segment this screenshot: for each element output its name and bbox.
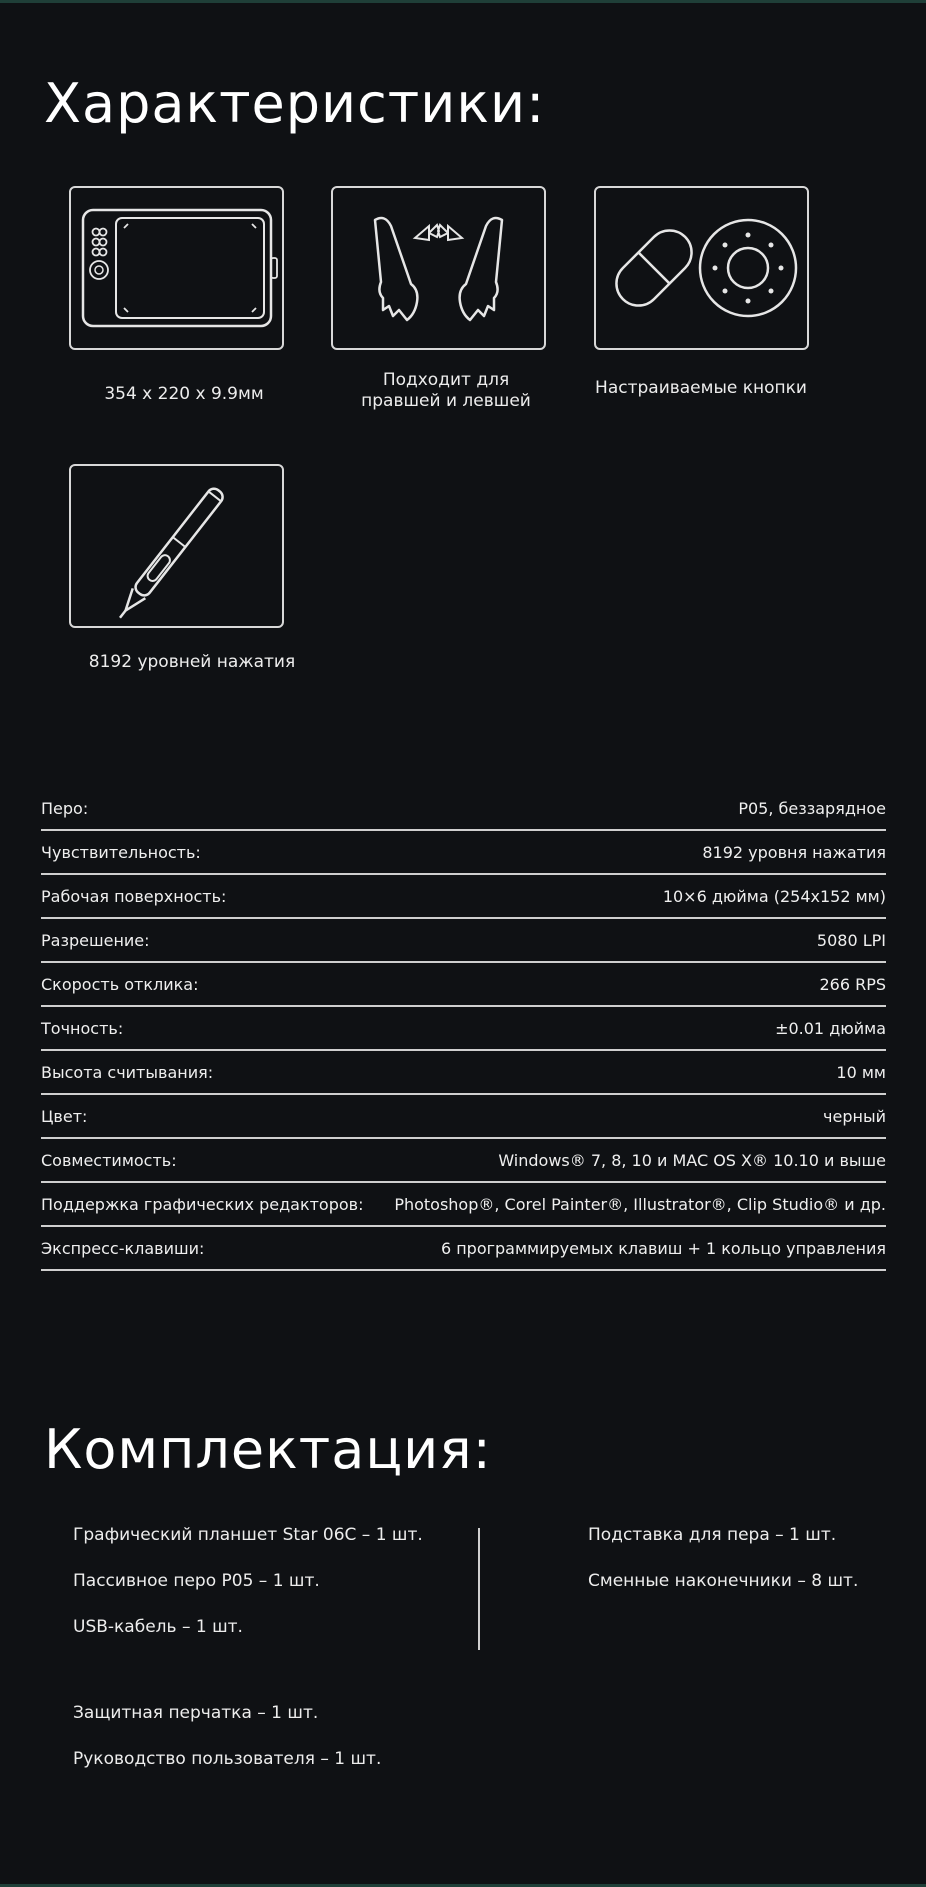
list-item: Графический планшет Star 06C – 1 шт. <box>73 1525 423 1545</box>
spec-row-pen <box>41 787 886 831</box>
hands-icon <box>333 188 544 348</box>
list-item: Подставка для пера – 1 шт. <box>588 1525 837 1545</box>
spec-label: Цвет: <box>41 1106 88 1126</box>
spec-label: Точность: <box>41 1018 124 1038</box>
spec-row-sensitivity <box>41 831 886 875</box>
spec-value: 10 мм <box>836 1062 886 1082</box>
list-item: Сменные наконечники – 8 шт. <box>588 1571 859 1591</box>
spec-value: Windows® 7, 8, 10 и MAC OS X® 10.10 и выше <box>498 1150 886 1170</box>
spec-value: 266 RPS <box>819 974 886 994</box>
spec-label: Разрешение: <box>41 930 150 950</box>
feature-caption-size: 354 x 220 x 9.9мм <box>104 384 264 404</box>
list-item: USB-кабель – 1 шт. <box>73 1617 243 1637</box>
spec-row-area <box>41 875 886 919</box>
list-item: Руководство пользователя – 1 шт. <box>73 1749 382 1769</box>
spec-row-accuracy <box>41 1007 886 1051</box>
kit-list-extra <box>73 1690 381 1782</box>
spec-label: Поддержка графических редакторов: <box>41 1194 364 1214</box>
spec-label: Перо: <box>41 798 89 818</box>
kit-list-left <box>73 1512 423 1650</box>
feature-card-hands <box>331 186 546 350</box>
spec-value: 6 программируемых клавиш + 1 кольцо управления <box>440 1238 886 1258</box>
specs-table <box>41 787 886 1271</box>
spec-row-rate <box>41 963 886 1007</box>
spec-label: Рабочая поверхность: <box>41 886 227 906</box>
spec-row-keys <box>41 1227 886 1271</box>
spec-row-editors <box>41 1183 886 1227</box>
list-item: Защитная перчатка – 1 шт. <box>73 1703 319 1723</box>
specs-title: Характеристики: <box>44 72 546 135</box>
kit-title: Комплектация: <box>44 1418 492 1481</box>
feature-caption-pen: 8192 уровней нажатия <box>88 652 296 672</box>
spec-label: Совместимость: <box>41 1150 177 1170</box>
spec-value: P05, беззарядное <box>738 798 886 818</box>
list-item: Пассивное перо P05 – 1 шт. <box>73 1571 320 1591</box>
buttons-icon <box>596 188 807 348</box>
spec-value: Photoshop®, Corel Painter®, Illustrator®, Clip Studio® и др. <box>394 1194 886 1214</box>
spec-label: Чувствительность: <box>41 842 201 862</box>
spec-label: Экспресс-клавиши: <box>41 1238 205 1258</box>
feature-card-pen <box>69 464 284 628</box>
spec-row-compat <box>41 1139 886 1183</box>
kit-divider <box>478 1528 480 1650</box>
spec-value: черный <box>823 1106 886 1126</box>
spec-label: Скорость отклика: <box>41 974 199 994</box>
feature-caption-hands: Подходит для правшей и левшей <box>361 370 531 411</box>
spec-value: 8192 уровня нажатия <box>702 842 886 862</box>
spec-row-height <box>41 1051 886 1095</box>
spec-row-resolution <box>41 919 886 963</box>
spec-label: Высота считывания: <box>41 1062 214 1082</box>
spec-value: ±0.01 дюйма <box>775 1018 886 1038</box>
feature-card-size <box>69 186 284 350</box>
feature-card-buttons <box>594 186 809 350</box>
top-accent-line <box>0 0 926 3</box>
tablet-icon <box>71 188 282 348</box>
spec-value: 10×6 дюйма (254x152 мм) <box>662 886 886 906</box>
feature-caption-buttons: Настраиваемые кнопки <box>595 378 807 398</box>
spec-value: 5080 LPI <box>816 930 886 950</box>
kit-list-right <box>588 1512 858 1604</box>
pen-icon <box>71 466 282 626</box>
spec-row-color <box>41 1095 886 1139</box>
